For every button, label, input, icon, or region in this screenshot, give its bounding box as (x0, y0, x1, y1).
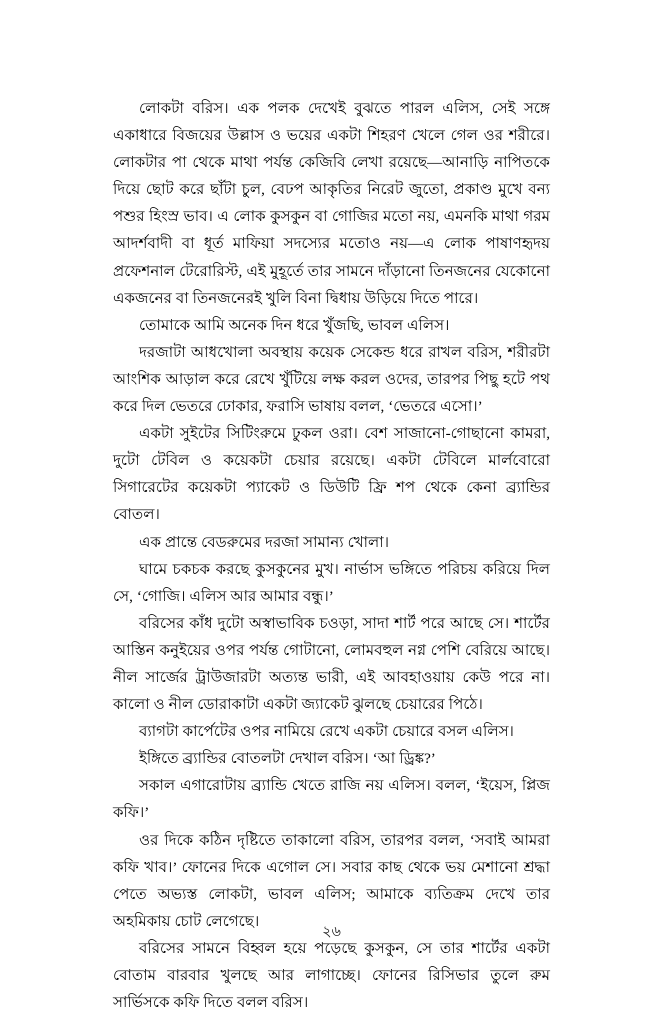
paragraph: তোমাকে আমি অনেক দিন ধরে খুঁজছি, ভাবল এলিস। (139, 317, 450, 334)
page-text-block (113, 96, 550, 1017)
paragraph: ইঙ্গিতে ব্র্যান্ডির বোতলটা দেখাল বরিস। ‘আ ড্রিঙ্ক?’ (139, 751, 436, 768)
paragraph: ওর দিকে কঠিন দৃষ্টিতে তাকালো বরিস, তারপর বলল, ‘সবাই আমরা কফি খাব।’ ফোনের দিকে এগোল সে। সবার কাছ থেকে ভয় মেশানো শ্রদ্ধা পেতে অভ্যস্ত লোকটা, ভাবল এলিস; আমাকে ব্যতিক্রম দেখে তার অহমিকায় চোট লেগেছে। (113, 832, 550, 930)
paragraph: ব্যাগটা কার্পেটের ওপর নামিয়ে রেখে একটা চেয়ারে বসল এলিস। (139, 724, 514, 741)
paragraph: লোকটা বরিস। এক পলক দেখেই বুঝতে পারল এলিস, সেই সঙ্গে একাধারে বিজয়ের উল্লাস ও ভয়ের একটা শিহরণ খেলে গেল ওর শরীরে। লোকটার পা থেকে মাথা পর্যন্ত কেজিবি লেখা রয়েছে—আনাড়ি নাপিতকে দিয়ে ছোট করে ছাঁটা চুল, বেঢপ আকৃতির নিরেট জুতো, প্রকাণ্ড মুখে বন্য পশুর হিংস্র ভাব। এ লোক কুসকুন বা গোজির মতো নয়, এমনকি মাথা গরম আদর্শবাদী বা ধূর্ত মাফিয়া সদস্যের মতোও নয়—এ লোক পাষাণহৃদয় প্রফেশনাল টেরোরিস্ট, এই মুহূর্তে তার সামনে দাঁড়ানো তিনজনের যেকোনো একজনের বা তিনজনেরই খুলি বিনা দ্বিধায় উড়িয়ে দিতে পারে। (113, 101, 550, 307)
paragraph: সকাল এগারোটায় ব্র্যান্ডি খেতে রাজি নয় এলিস। বলল, ‘ইয়েস, প্লিজ কফি।’ (113, 778, 550, 822)
paragraph: একটা সুইটের সিটিংরুমে ঢুকল ওরা। বেশ সাজানো-গোছানো কামরা, দুটো টেবিল ও কয়েকটা চেয়ার রয়েছে। একটা টেবিলে মার্লবোরো সিগারেটের কয়েকটা প্যাকেট ও ডিউটি ফ্রি শপ থেকে কেনা ব্র্যান্ডির বোতল। (113, 426, 550, 524)
paragraph: এক প্রান্তে বেডরুমের দরজা সামান্য খোলা। (139, 534, 390, 551)
paragraph: দরজাটা আধখোলা অবস্থায় কয়েক সেকেন্ড ধরে রাখল বরিস, শরীরটা আংশিক আড়াল করে রেখে খুঁটিয়ে লক্ষ করল ওদের, তারপর পিছু হটে পথ করে দিল ভেতরে ঢোকার, ফরাসি ভাষায় বলল, ‘ভেতরে এসো।’ (113, 344, 550, 416)
paragraph: বরিসের সামনে বিহ্বল হয়ে পড়েছে কুসকুন, সে তার শার্টের একটা বোতাম বারবার খুলছে আর লাগাচ্ছে। ফোনের রিসিভার তুলে রুম সার্ভিসকে কফি দিতে বলল বরিস। (113, 940, 550, 1012)
paragraph: বরিসের কাঁধ দুটো অস্বাভাবিক চওড়া, সাদা শার্ট পরে আছে সে। শার্টের আস্তিন কনুইয়ের ওপর পর্যন্ত গোটানো, লোমবহুল নগ্ন পেশি বেরিয়ে আছে। নীল সার্জের ট্রাউজারটা অত্যন্ত ভারী, এই আবহাওয়ায় কেউ পরে না। কালো ও নীল ডোরাকাটা একটা জ্যাকেট ঝুলছে চেয়ারের পিঠে। (113, 615, 550, 714)
page-number: ২৬ (322, 924, 341, 940)
paragraph: ঘামে চকচক করছে কুসকুনের মুখ। নার্ভাস ভঙ্গিতে পরিচয় করিয়ে দিল সে, ‘গোজি। এলিস আর আমার বন্ধু।’ (113, 561, 550, 605)
